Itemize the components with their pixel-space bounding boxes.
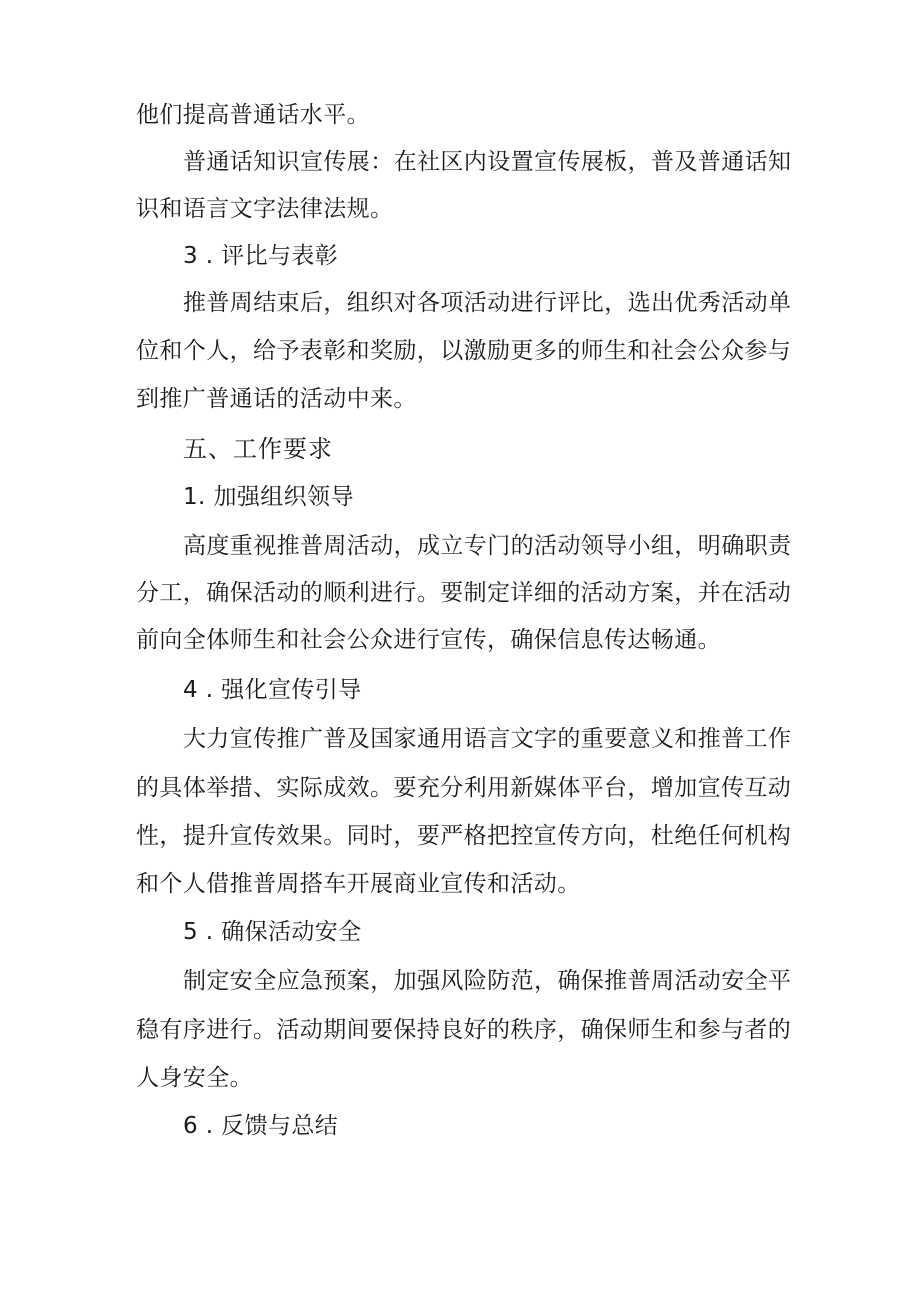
paragraph-line: 的具体举措、实际成效。要充分利用新媒体平台，增加宣传互动 [136, 775, 792, 801]
paragraph-line: 大力宣传推广普及国家通用语言文字的重要意义和推普工作 [183, 726, 792, 752]
paragraph-line: 性，提升宣传效果。同时，要严格把控宣传方向，杜绝任何机构 [136, 823, 792, 849]
paragraph-line: 分工，确保活动的顺利进行。要制定详细的活动方案，并在活动 [136, 580, 792, 606]
paragraph-line: 位和个人，给予表彰和奖励，以激励更多的师生和社会公众参与 [136, 338, 792, 364]
paragraph-line: 高度重视推普周活动，成立专门的活动领导小组，明确职责 [183, 533, 792, 559]
paragraph-line: 稳有序进行。活动期间要保持良好的秩序，确保师生和参与者的 [136, 1017, 792, 1043]
list-item-heading: 3 . 评比与表彰 [183, 243, 339, 269]
paragraph-line: 和个人借推普周搭车开展商业宣传和活动。 [136, 871, 581, 897]
paragraph-line: 推普周结束后，组织对各项活动进行评比，选出优秀活动单 [183, 290, 792, 316]
paragraph-continuation-line: 他们提高普通话水平。 [136, 102, 370, 128]
paragraph-line: 人身安全。 [136, 1065, 253, 1091]
paragraph-line: 到推广普通话的活动中来。 [136, 386, 417, 412]
paragraph-line: 识和语言文字法律法规。 [136, 196, 394, 222]
list-item-heading: 4 . 强化宣传引导 [183, 677, 362, 703]
list-item-heading: 5 . 确保活动安全 [183, 919, 362, 945]
list-item-heading: 1. 加强组织领导 [183, 484, 354, 510]
paragraph-line: 普通话知识宣传展：在社区内设置宣传展板，普及普通话知 [183, 149, 792, 175]
section-heading: 五、工作要求 [183, 435, 333, 463]
list-item-heading: 6 . 反馈与总结 [183, 1113, 339, 1139]
paragraph-line: 前向全体师生和社会公众进行宣传，确保信息传达畅通。 [136, 627, 721, 653]
paragraph-line: 制定安全应急预案，加强风险防范，确保推普周活动安全平 [183, 968, 792, 994]
